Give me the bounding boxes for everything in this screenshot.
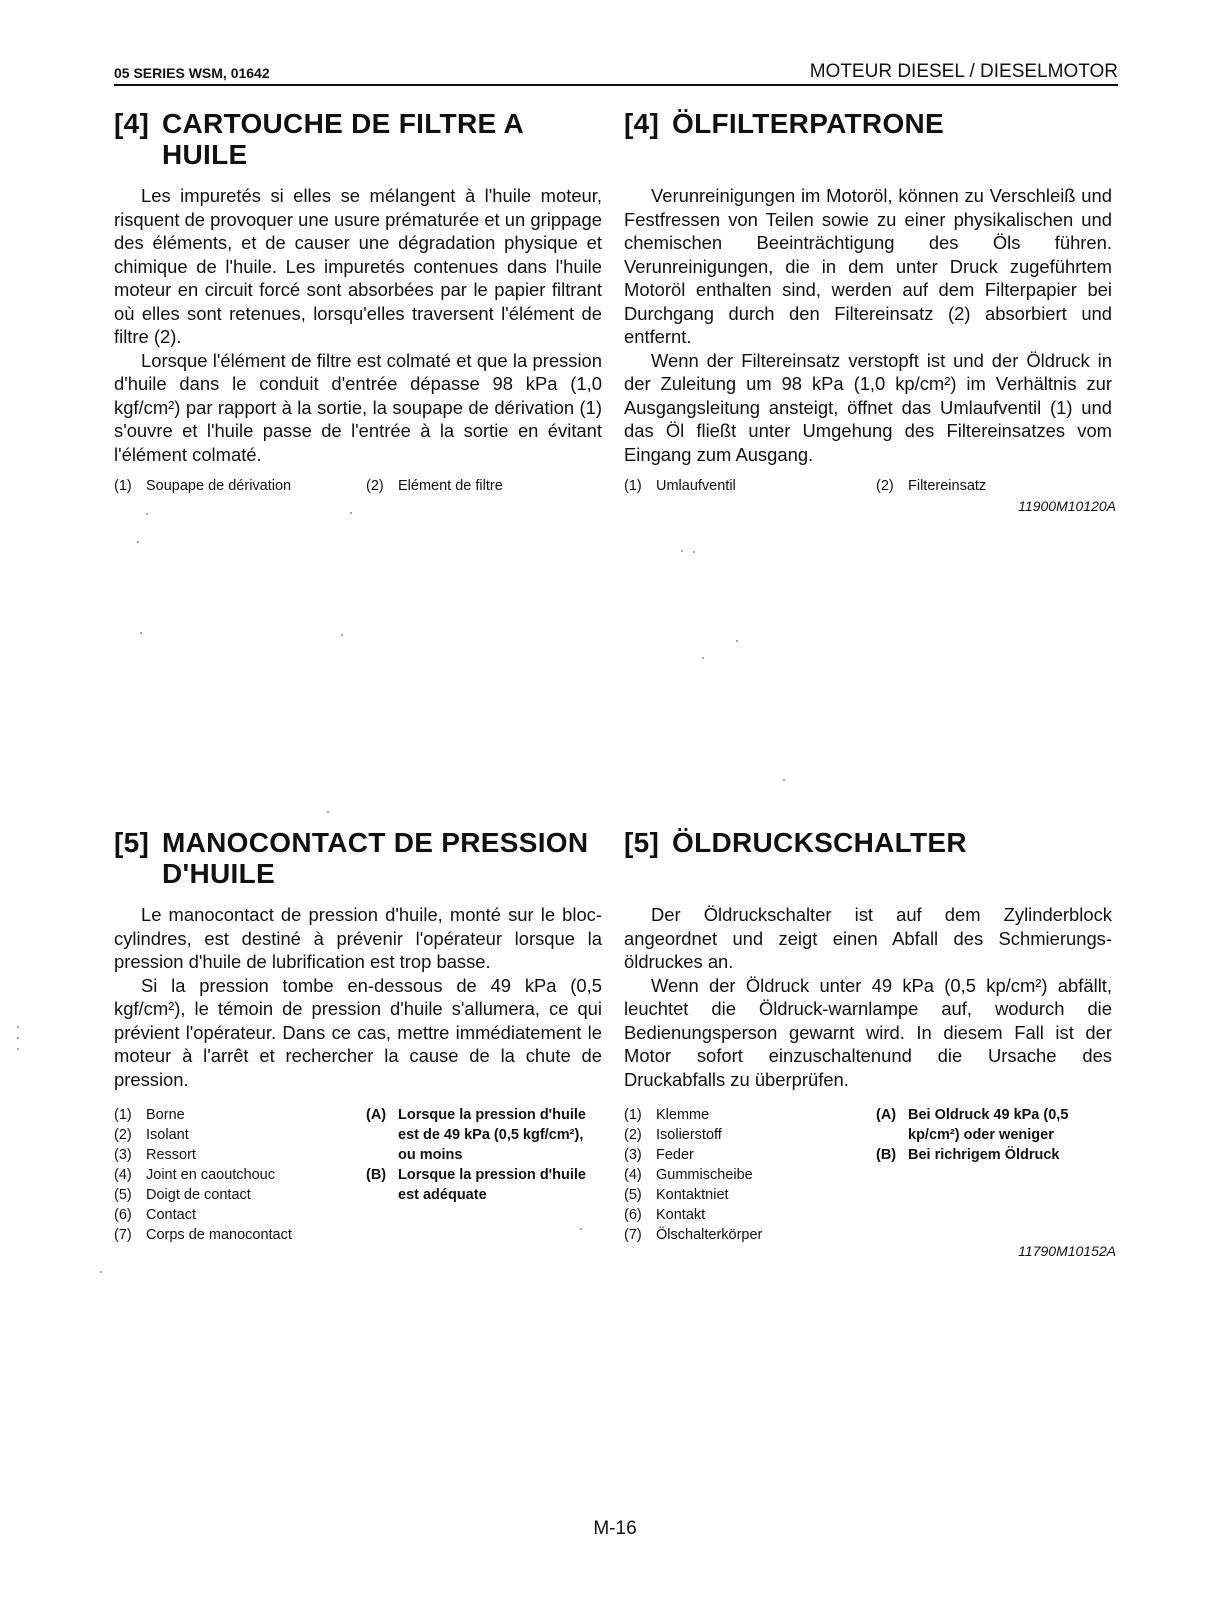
legend-item: (4) Gummischeibe (624, 1167, 753, 1183)
legend-item: (5) Kontaktniet (624, 1187, 729, 1203)
section-number: [4] (114, 108, 150, 139)
section-title: CARTOUCHE DE FILTRE A HUILE (162, 108, 523, 170)
legend (114, 1105, 602, 1245)
scan-speck (341, 634, 343, 636)
legend-item: (6) Kontakt (624, 1207, 706, 1223)
scan-speck (580, 1228, 582, 1230)
paragraph: Wenn der Öldruck unter 49 kPa (0,5 kp/cm²) abfällt, leuchtet die Öldruck-warnlampe auf, wodurch die Bedienungsperson gewarnt wird. In diesem Fall ist der Motor sofort einzuschaltenund die Ursache des Druckabfalls zu überprüfen. (624, 974, 1112, 1090)
section-4-fr (114, 108, 602, 496)
page-number: M-16 (593, 1518, 637, 1539)
section-heading (624, 108, 1112, 139)
legend-item: (3) Ressort (114, 1147, 196, 1163)
scan-speck (702, 657, 704, 659)
paragraph: Lorsque l'élément de filtre est colmaté et que la pression d'huile dans le conduit d'entrée dépasse 98 kPa (1,0 kgf/cm²) par rapport à la sortie, la soupape de dérivation (1) s'ouvre et l'huile passe de l'entrée à la sortie en évitant l'élément colmaté. (114, 349, 602, 465)
legend-note: (A) Bei Oldruck 49 kPa (0,5 kp/cm²) oder weniger (876, 1107, 1069, 1143)
section-heading (114, 827, 602, 889)
section-4-de (624, 108, 1112, 496)
section-title: ÖLFILTERPATRONE (672, 108, 945, 139)
scan-speck (100, 1271, 102, 1273)
paragraph: Der Öldruckschalter ist auf dem Zylinderblock angeordnet und zeigt einen Abfall des Schmierungs-öldruckes an. (624, 904, 1112, 972)
legend-note: (B) Bei richrigem Öldruck (876, 1147, 1060, 1163)
scan-speck (693, 551, 695, 553)
legend-item: (1) Borne (114, 1107, 185, 1123)
scan-speck (736, 640, 738, 642)
section-body (114, 903, 602, 1091)
section-number: [5] (624, 827, 660, 858)
legend-item: (6) Contact (114, 1207, 196, 1223)
page-header (114, 60, 1118, 86)
scan-speck (146, 513, 148, 515)
legend (624, 476, 1112, 496)
reference-code: 11790M10152A (1018, 1243, 1116, 1259)
section-title: MANOCONTACT DE PRESSION D'HUILE (162, 827, 589, 889)
legend-item: (1) Soupape de dérivation (114, 478, 292, 494)
scan-speck (17, 1037, 19, 1039)
legend-notes (876, 1105, 1112, 1245)
legend-note: (A) Lorsque la pression d'huile est de 49 kPa (0,5 kgf/cm²), ou moins (366, 1107, 586, 1163)
scan-speck (783, 779, 785, 781)
section-5-fr (114, 827, 602, 1245)
legend-note: (B) Lorsque la pression d'huile est adéquate (366, 1167, 586, 1203)
paragraph: Verunreinigungen im Motoröl, können zu Verschleiß und Festfressen von Teilen sowie zu einer physikalischen und chemischen Beeinträchtigung des Öls führen. Verunreinigungen, die in dem unter Druck zugeführtem Motoröl enthalten sind, werden auf dem Filterpapier bei Durchgang durch den Filtereinsatz (2) absorbiert und entfernt. (624, 185, 1112, 347)
reference-code: 11900M10120A (1018, 498, 1116, 514)
legend (624, 1105, 1112, 1245)
legend-item: (2) Isolant (114, 1127, 189, 1143)
scan-speck (681, 550, 683, 552)
legend-item: (3) Feder (624, 1147, 694, 1163)
section-number: [4] (624, 108, 660, 139)
section-heading (624, 827, 1112, 858)
legend-item: (7) Ölschalterkörper (624, 1227, 763, 1243)
section-5-de (624, 827, 1112, 1245)
manual-code: 05 SERIES WSM, 01642 (114, 65, 270, 81)
scan-speck (17, 1026, 19, 1028)
paragraph: Le manocontact de pression d'huile, monté sur le bloc-cylindres, est destiné à prévenir l'opérateur lorsque la pression d'huile de lubrification est trop basse. (114, 904, 602, 972)
legend-parts (114, 1105, 366, 1245)
legend-item: (7) Corps de manocontact (114, 1227, 292, 1243)
section-heading (114, 108, 602, 170)
legend-notes (366, 1105, 602, 1245)
section-body (624, 903, 1112, 1091)
section-body (624, 184, 1112, 466)
legend-parts (624, 1105, 876, 1245)
scan-speck (17, 1048, 19, 1050)
scan-speck (137, 541, 139, 543)
legend-item: (2) Isolierstoff (624, 1127, 722, 1143)
paragraph: Les impuretés si elles se mélangent à l'huile moteur, risquent de provoquer une usure prématurée et un grippage des éléments, et de causer une dégradation physique et chimique de l'huile. Les impuretés contenues dans l'huile moteur en circuit forcé sont absorbées par le papier filtrant où elles sont retenues, lorsqu'elles traversent l'élément de filtre (2). (114, 185, 602, 347)
legend (114, 476, 602, 496)
paragraph: Si la pression tombe en-dessous de 49 kPa (0,5 kgf/cm²), le témoin de pression d'huile s'allumera, ce qui prévient l'opérateur. Dans ce cas, mettre immédiatement le moteur à l'arrêt et rechercher la cause de la chute de pression. (114, 974, 602, 1090)
legend-item: (2) Filtereinsatz (876, 478, 987, 494)
legend-item: (5) Doigt de contact (114, 1187, 251, 1203)
legend-item: (4) Joint en caoutchouc (114, 1167, 275, 1183)
legend-item: (1) Klemme (624, 1107, 710, 1123)
chapter-title: MOTEUR DIESEL / DIESELMOTOR (809, 61, 1118, 82)
scan-speck (140, 632, 142, 634)
scan-speck (350, 512, 352, 514)
section-title: ÖLDRUCKSCHALTER (672, 827, 967, 858)
section-number: [5] (114, 827, 150, 858)
scan-speck (327, 811, 329, 813)
paragraph: Wenn der Filtereinsatz verstopft ist und der Öldruck in der Zuleitung um 98 kPa (1,0 kp/cm²) im Verhältnis zur Ausgangsleitung ansteigt, öffnet das Umlaufventil (1) und das Öl fließt unter Umgehung des Filtereinsatzes vom Eingang zum Ausgang. (624, 349, 1112, 465)
section-body (114, 184, 602, 466)
legend-item: (1) Umlaufventil (624, 478, 736, 494)
legend-item: (2) Elément de filtre (366, 478, 503, 494)
